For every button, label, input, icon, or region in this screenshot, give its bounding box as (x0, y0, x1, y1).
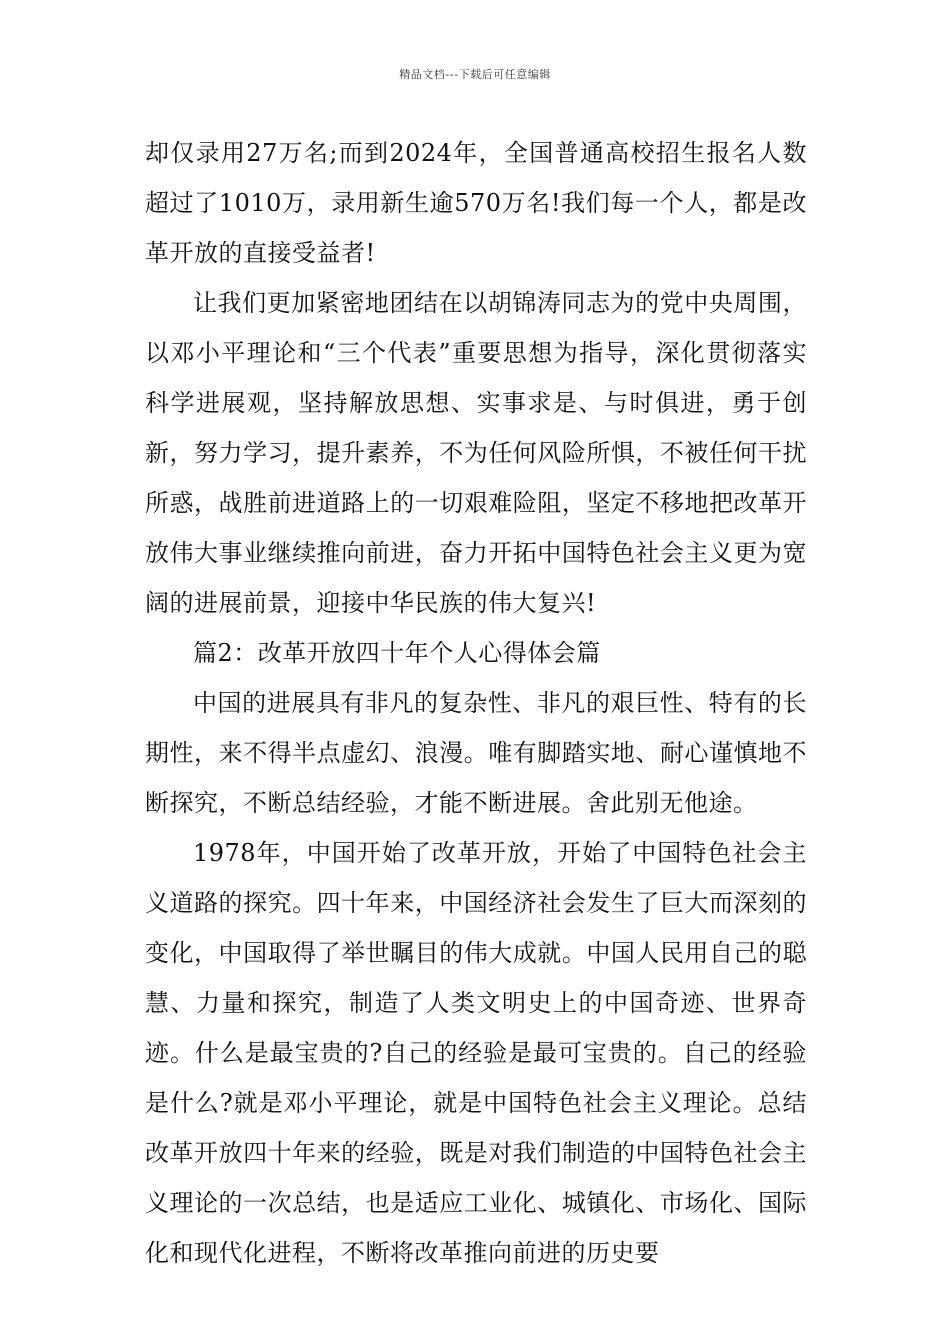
paragraph-reform-history: 1978年，中国开始了改革开放，开始了中国特色社会主义道路的探究。四十年来，中国经济社会发生了巨大而深刻的变化，中国取得了举世瞩目的伟大成就。中国人民用自己的聪慧、力量和探究，制造了人类文明史上的中国奇迹、世界奇迹。什么是最宝贵的?自己的经验是最可宝贵的。自己的经验是什么?就是邓小平理论，就是中国特色社会主义理论。总结改革开放四十年来的经验，既是对我们制造的中国特色社会主义理论的一次总结，也是适应工业化、城镇化、市场化、国际化和现代化进程，不断将改革推向前进的历史要 (145, 839, 807, 1267)
paragraph-continuation: 却仅录用27万名;而到2024年，全国普通高校招生报名人数超过了1010万，录用新生逾570万名!我们每一个人，都是改革开放的直接受益者! (145, 139, 807, 267)
paragraph-development: 中国的进展具有非凡的复杂性、非凡的艰巨性、特有的长期性，来不得半点虚幻、浪漫。唯有脚踏实地、耐心谨慎地不断探究，不断总结经验，才能不断进展。舍此别无他途。 (145, 689, 807, 817)
paragraph-unity: 让我们更加紧密地团结在以胡锦涛同志为的党中央周围，以邓小平理论和“三个代表”重要思想为指导，深化贯彻落实科学进展观，坚持解放思想、实事求是、与时俱进，勇于创新，努力学习，提升素养，不为任何风险所惧，不被任何干扰所惑，战胜前进道路上的一切艰难险阻，坚定不移地把改革开放伟大事业继续推向前进，奋力开拓中国特色社会主义更为宽阔的进展前景，迎接中华民族的伟大复兴! (145, 289, 807, 617)
section-heading: 篇2：改革开放四十年个人心得体会篇 (193, 639, 601, 667)
document-body (145, 128, 807, 1278)
page-header: 精品文档---下载后可任意编辑 (399, 68, 551, 81)
